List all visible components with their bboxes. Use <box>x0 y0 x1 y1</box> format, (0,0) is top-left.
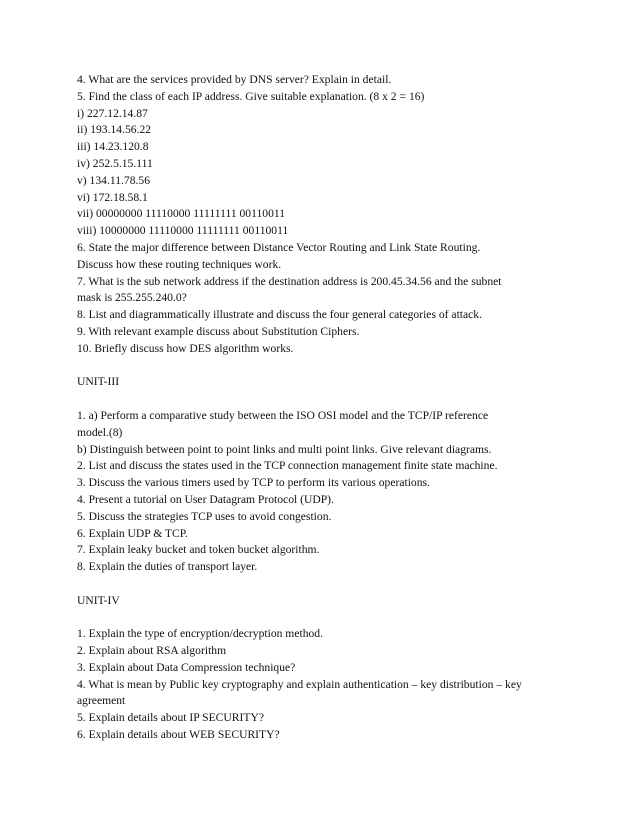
question-line: 3. Discuss the various timers used by TCP to perform its various operations. <box>77 476 430 490</box>
unit-heading: UNIT-IV <box>77 593 120 607</box>
question-line: 5. Find the class of each IP address. Give suitable explanation. (8 x 2 = 16) <box>77 89 425 103</box>
document-body <box>77 72 567 744</box>
question-line: 7. Explain leaky bucket and token bucket algorithm. <box>77 543 320 557</box>
question-line: 8. Explain the duties of transport layer. <box>77 560 258 574</box>
question-line: 4. Present a tutorial on User Datagram Protocol (UDP). <box>77 492 334 506</box>
question-line: iv) 252.5.15.111 <box>77 156 153 170</box>
question-line: i) 227.12.14.87 <box>77 106 148 120</box>
question-line: viii) 10000000 11110000 11111111 00110011 <box>77 224 289 238</box>
question-line: iii) 14.23.120.8 <box>77 140 149 154</box>
unit4-questions <box>77 626 567 744</box>
spacer <box>77 391 567 408</box>
question-line: 2. List and discuss the states used in the TCP connection management finite state machine. <box>77 459 498 473</box>
question-line: Discuss how these routing techniques work. <box>77 257 282 271</box>
question-line: 6. Explain details about WEB SECURITY? <box>77 728 280 742</box>
questions-block <box>77 72 567 358</box>
spacer <box>77 358 567 375</box>
question-line: 7. What is the sub network address if the destination address is 200.45.34.56 and the subnet <box>77 274 502 288</box>
question-line: 8. List and diagrammatically illustrate and discuss the four general categories of attack. <box>77 308 482 322</box>
question-line: 3. Explain about Data Compression technique? <box>77 660 296 674</box>
question-line: 6. State the major difference between Distance Vector Routing and Link State Routing. <box>77 240 481 254</box>
unit3-questions <box>77 408 567 576</box>
question-line: 5. Explain details about IP SECURITY? <box>77 711 264 725</box>
question-line: model.(8) <box>77 425 123 439</box>
question-line: vi) 172.18.58.1 <box>77 190 148 204</box>
question-line: agreement <box>77 694 126 708</box>
question-line: 4. What is mean by Public key cryptography and explain authentication – key distribution – key <box>77 677 522 691</box>
question-line: v) 134.11.78.56 <box>77 173 150 187</box>
spacer <box>77 576 567 593</box>
question-line: 5. Discuss the strategies TCP uses to avoid congestion. <box>77 509 332 523</box>
question-line: ii) 193.14.56.22 <box>77 123 152 137</box>
question-line: b) Distinguish between point to point links and multi point links. Give relevant diagrams. <box>77 442 492 456</box>
question-line: 1. a) Perform a comparative study between the ISO OSI model and the TCP/IP reference <box>77 408 489 422</box>
question-line: 6. Explain UDP & TCP. <box>77 526 188 540</box>
question-line: 10. Briefly discuss how DES algorithm works. <box>77 341 294 355</box>
unit-heading: UNIT-III <box>77 375 120 389</box>
question-line: 2. Explain about RSA algorithm <box>77 644 227 658</box>
question-line: 9. With relevant example discuss about Substitution Ciphers. <box>77 324 360 338</box>
spacer <box>77 610 567 627</box>
question-line: 1. Explain the type of encryption/decryption method. <box>77 627 323 641</box>
question-line: mask is 255.255.240.0? <box>77 291 187 305</box>
question-line: 4. What are the services provided by DNS server? Explain in detail. <box>77 73 392 86</box>
question-line: vii) 00000000 11110000 11111111 00110011 <box>77 207 286 221</box>
